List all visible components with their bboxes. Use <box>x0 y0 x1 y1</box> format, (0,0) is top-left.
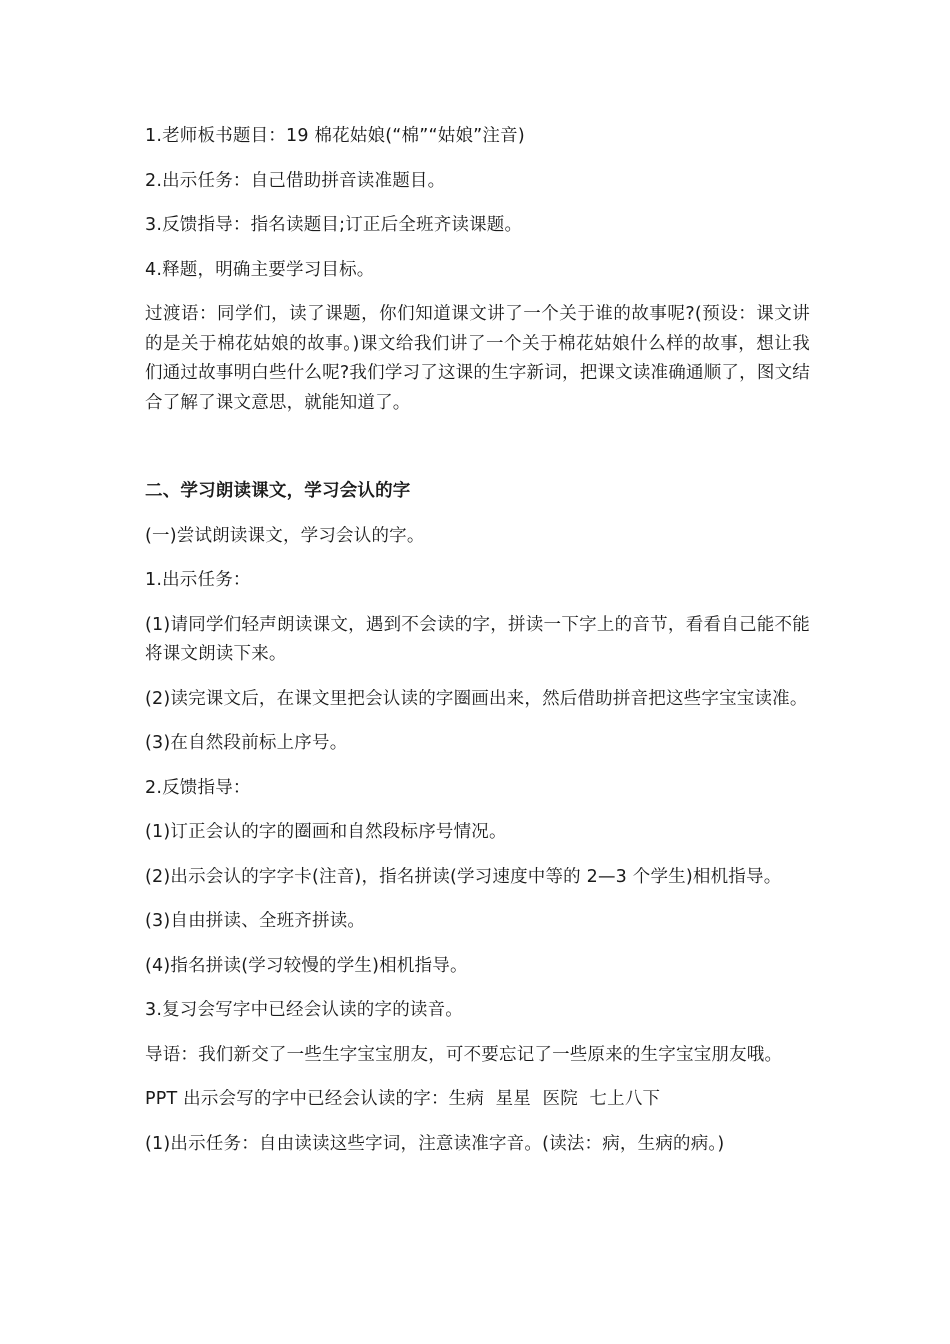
section-spacer <box>145 433 810 477</box>
paragraph: (4)指名拼读(学习较慢的学生)相机指导。 <box>145 955 468 976</box>
paragraph: 3.复习会写字中已经会认读的字的读音。 <box>145 1000 463 1020</box>
paragraph: (1)出示任务：自由读读这些字词，注意读准字音。(读法：病，生病的病。) <box>145 1133 725 1154</box>
paragraph: (3)自由拼读、全班齐拼读。 <box>145 911 366 931</box>
paragraph: (3)在自然段前标上序号。 <box>145 733 348 753</box>
paragraph: (2)出示会认的字字卡(注音)，指名拼读(学习速度中等的 2—3 个学生)相机指导。 <box>145 866 782 887</box>
paragraph: 2.出示任务：自己借助拼音读准题目。 <box>145 170 446 191</box>
paragraph: (2)读完课文后，在课文里把会认读的字圈画出来，然后借助拼音把这些字宝宝读准。 <box>145 688 808 709</box>
paragraph: PPT 出示会写的字中已经会认读的字：生病 星星 医院 七上八下 <box>145 1089 661 1109</box>
paragraph: 1.老师板书题目：19 棉花姑娘(“棉”“姑娘”注音) <box>145 126 525 146</box>
paragraph: 4.释题，明确主要学习目标。 <box>145 259 375 280</box>
paragraph: 导语：我们新交了一些生字宝宝朋友，可不要忘记了一些原来的生字宝宝朋友哦。 <box>145 1044 783 1065</box>
paragraph: (一)尝试朗读课文，学习会认的字。 <box>145 525 425 546</box>
paragraph: (1)订正会认的字的圈画和自然段标序号情况。 <box>145 822 507 842</box>
paragraph: 过渡语：同学们，读了课题，你们知道课文讲了一个关于谁的故事呢?(预设：课文讲的是关于棉花姑娘的故事。)课文给我们讲了一个关于棉花姑娘什么样的故事，想让我们通过故事明白些什么呢?我们学习了这课的生字新词，把课文读准确通顺了，图文结合了解了课文意思，就能知道了。 <box>145 304 810 413</box>
paragraph: (1)请同学们轻声朗读课文，遇到不会读的字，拼读一下字上的音节，看看自己能不能将课文朗读下来。 <box>145 614 810 664</box>
paragraph: 2.反馈指导： <box>145 777 251 798</box>
paragraph: 1.出示任务： <box>145 570 251 590</box>
paragraph: 3.反馈指导：指名读题目;订正后全班齐读课题。 <box>145 215 523 235</box>
section-heading: 二、学习朗读课文，学习会认的字 <box>145 481 411 501</box>
document-body <box>145 122 810 1174</box>
